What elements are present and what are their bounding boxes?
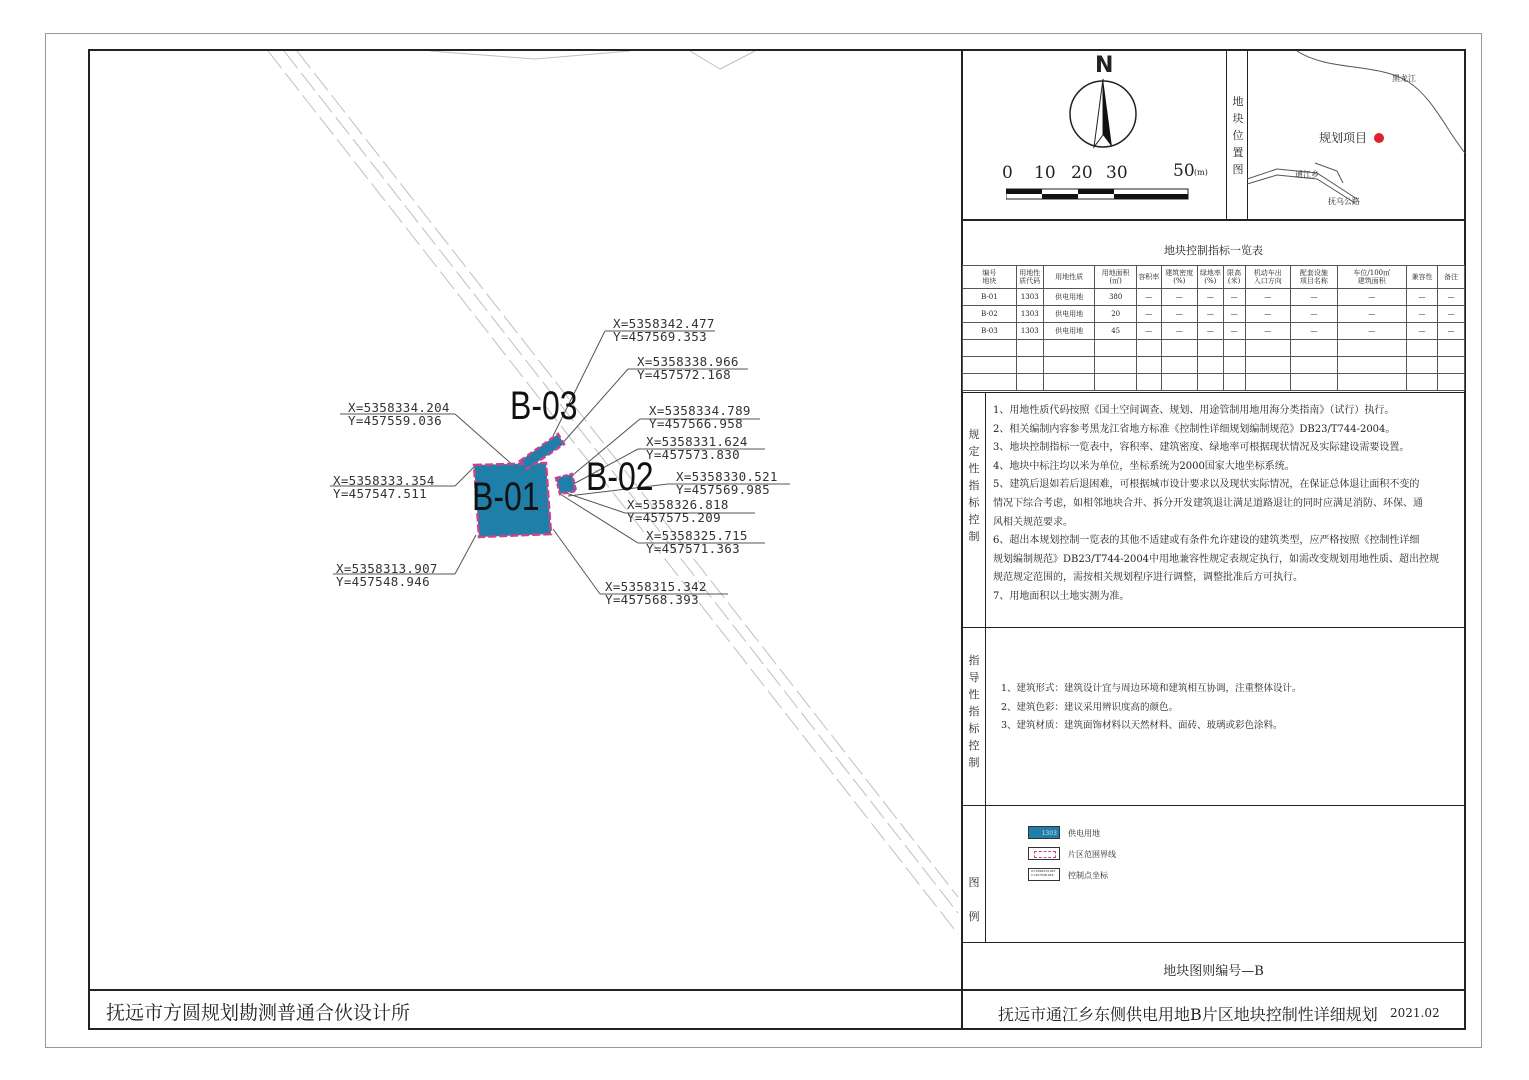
table-cell: — (1223, 289, 1245, 306)
table-cell (1095, 374, 1136, 391)
parcel-map (90, 51, 960, 989)
table-header-cell: 建筑密度 (%) (1161, 266, 1197, 289)
legend-label-land: 供电用地 (1068, 829, 1100, 838)
legend-swatch-land: 1303 (1028, 826, 1060, 839)
parcel-label-b02: B-02 (586, 455, 654, 499)
table-cell: — (1197, 323, 1223, 340)
table-cell (1245, 340, 1291, 357)
table-header-cell: 容积率 (1136, 266, 1161, 289)
table-cell (1337, 374, 1406, 391)
company-name: 抚远市方圆规划勘测普通合伙设计所 (106, 1002, 411, 1024)
table-cell (1406, 357, 1437, 374)
scale-label: 20 (1071, 163, 1093, 183)
guidance-label: 指 导 性 指 标 控 制 (968, 654, 980, 769)
table-header-cell: 兼容性 (1406, 266, 1437, 289)
table-cell (1406, 340, 1437, 357)
coord-label: X=5358315.342 Y=457568.393 (605, 579, 707, 607)
coord-label: X=5358326.818 Y=457575.209 (627, 497, 729, 525)
location-river: 黑龙江 (1392, 74, 1416, 83)
table-cell (1161, 357, 1197, 374)
table-cell (1337, 357, 1406, 374)
coord-label: X=5358333.354 Y=457547.511 (333, 473, 435, 501)
table-cell (1223, 357, 1245, 374)
table-cell: — (1161, 323, 1197, 340)
table-cell: — (1245, 306, 1291, 323)
table-header-cell: 限高 (米) (1223, 266, 1245, 289)
index-table (962, 265, 1465, 391)
table-cell: — (1161, 289, 1197, 306)
table-cell: 1303 (1016, 323, 1043, 340)
table-cell (1245, 357, 1291, 374)
table-cell (1197, 357, 1223, 374)
footer-col-divider (961, 989, 963, 1029)
table-cell: 380 (1095, 289, 1136, 306)
table-cell: — (1223, 323, 1245, 340)
table-cell (1095, 340, 1136, 357)
panel-row-divider (962, 219, 1465, 221)
table-header-cell: 绿地率 (%) (1197, 266, 1223, 289)
table-header-cell: 编号 地块 (963, 266, 1017, 289)
table-cell (1161, 374, 1197, 391)
location-map-title: 地 块 位 置 图 (1232, 95, 1244, 176)
table-cell: — (1161, 306, 1197, 323)
table-cell: — (1291, 289, 1338, 306)
table-header-cell: 机动车出 入口方向 (1245, 266, 1291, 289)
table-row-empty (963, 374, 1465, 391)
table-cell (1043, 357, 1095, 374)
table-row-empty (963, 357, 1465, 374)
table-cell: — (1245, 289, 1291, 306)
table-cell: 1303 (1016, 306, 1043, 323)
regulatory-notes: 1、用地性质代码按照《国土空间调查、规划、用途管制用地用海分类指南》（试行）执行。 2、相关编制内容参考黑龙江省地方标准《控制性详细规划编制规范》DB23/T744-2004。 3、地块控制指标一览表中，容积率、建筑密度、绿地率可根据现状情况及实际建设需要设置。 4、地块中标注均以米为单位，坐标系统为2000国家大地坐标系统。 5、建筑后退如若后退困难，可根据城市设计要求以及现状实际情况，在保证总体退让面积不变的 情况下综合考虑，如相邻地块合并、拆分开发建筑退让满足道路退让的同时应满足消防、环保、通 风相关规范要求。 6、超出本规划控制一览表的其他不适建或有条件允许建设的建筑类型，应严格按照《控制性详细 规划编制规范》DB23/T744-2004中用地兼容性规定表规定执行，如需改变规划用地性质、超出控规 规范规定范围的，需按相关规划程序进行调整，调整批准后方可执行。 7、用地面积以土地实测为准。 (993, 405, 1440, 602)
table-cell: — (1197, 306, 1223, 323)
table-cell (1136, 357, 1161, 374)
table-cell (1197, 340, 1223, 357)
coord-label: X=5358334.789 Y=457566.958 (649, 403, 751, 431)
table-cell (1016, 357, 1043, 374)
table-cell: — (1291, 323, 1338, 340)
table-header-cell: 用地面积 (㎡) (1095, 266, 1136, 289)
panel-row-divider (962, 805, 1465, 806)
legend-label-coord: 控制点坐标 (1068, 871, 1108, 880)
table-header-cell: 车位/100㎡ 建筑面积 (1337, 266, 1406, 289)
table-cell: — (1406, 289, 1437, 306)
panel-row-divider (962, 392, 1465, 393)
table-cell: — (1438, 323, 1465, 340)
sheet-id: 地块图则编号—B (1163, 964, 1264, 979)
scale-label: 30 (1106, 163, 1128, 183)
regulatory-label: 规 定 性 指 标 控 制 (968, 428, 980, 543)
coord-label: X=5358313.907 Y=457548.946 (336, 561, 438, 589)
table-cell (1016, 340, 1043, 357)
table-cell: — (1406, 306, 1437, 323)
panel-row-divider (962, 627, 1465, 628)
table-cell: 供电用地 (1043, 306, 1095, 323)
table-cell (1223, 374, 1245, 391)
table-cell (1161, 340, 1197, 357)
parcel-b02-shape (556, 474, 576, 494)
table-cell (1438, 357, 1465, 374)
plan-title: 抚远市通江乡东侧供电用地B片区地块控制性详细规划 (998, 1005, 1378, 1024)
table-header-cell: 用地性 质代码 (1016, 266, 1043, 289)
table-cell (1291, 374, 1338, 391)
coord-label: X=5358342.477 Y=457569.353 (613, 316, 715, 344)
table-cell: 供电用地 (1043, 289, 1095, 306)
table-cell (963, 357, 1017, 374)
project-marker-icon (1374, 133, 1384, 143)
north-arrow-icon (1066, 77, 1140, 151)
table-cell: — (1223, 306, 1245, 323)
panel-row-divider (962, 942, 1465, 943)
scale-label: 10 (1034, 163, 1056, 183)
table-cell: — (1136, 323, 1161, 340)
table-cell (1016, 374, 1043, 391)
table-cell: — (1337, 323, 1406, 340)
scale-unit: (m) (1194, 168, 1208, 177)
footer-divider (89, 989, 1465, 991)
table-cell: — (1337, 306, 1406, 323)
table-cell (1291, 357, 1338, 374)
table-cell: B-01 (963, 289, 1017, 306)
coord-label: X=5358338.966 Y=457572.168 (637, 354, 739, 382)
table-row-empty (963, 340, 1465, 357)
scale-label: 0 (1002, 163, 1013, 183)
legend-swatch-boundary (1028, 847, 1060, 860)
table-cell (1438, 374, 1465, 391)
table-cell: 供电用地 (1043, 323, 1095, 340)
table-header-cell: 配套设施 项目名称 (1291, 266, 1338, 289)
table-header-cell: 用地性质 (1043, 266, 1095, 289)
table-cell (963, 340, 1017, 357)
table-cell (1136, 340, 1161, 357)
table-row (963, 289, 1465, 306)
table-cell: B-02 (963, 306, 1017, 323)
legend-label-boundary: 片区范围界线 (1068, 850, 1116, 859)
legend-swatch-coord: X=5358313.907 Y=457548.946 (1028, 868, 1060, 881)
compass-scale (962, 51, 1226, 219)
table-cell: — (1337, 289, 1406, 306)
table-cell: — (1136, 306, 1161, 323)
location-project: 规划项目 (1319, 131, 1368, 145)
table-cell: — (1136, 289, 1161, 306)
table-cell: 20 (1095, 306, 1136, 323)
table-cell: — (1438, 289, 1465, 306)
scale-label: 50 (1173, 161, 1195, 181)
legend-label: 图 例 (968, 876, 980, 923)
table-cell (1043, 340, 1095, 357)
table-cell (1438, 340, 1465, 357)
table-cell: — (1197, 289, 1223, 306)
index-table-title: 地块控制指标一览表 (1164, 244, 1263, 257)
location-map (1227, 51, 1465, 219)
parcel-label-b01: B-01 (472, 475, 540, 519)
table-header-row (963, 266, 1465, 289)
table-cell (1043, 374, 1095, 391)
location-road: 抚乌公路 (1328, 197, 1360, 206)
table-cell (1095, 357, 1136, 374)
coord-label: X=5358330.521 Y=457569.985 (676, 469, 778, 497)
index-table-wrap (962, 265, 1465, 391)
location-town: 通江乡 (1295, 170, 1319, 179)
table-cell: 45 (1095, 323, 1136, 340)
table-cell: — (1291, 306, 1338, 323)
table-cell (963, 374, 1017, 391)
north-label: N (1095, 53, 1114, 78)
panel-label-divider (985, 392, 986, 942)
table-cell: B-03 (963, 323, 1017, 340)
table-cell: 1303 (1016, 289, 1043, 306)
plan-date: 2021.02 (1390, 1006, 1440, 1020)
table-cell (1337, 340, 1406, 357)
table-cell: — (1438, 306, 1465, 323)
map-svg (90, 51, 960, 989)
guidance-notes: 1、建筑形式：建筑设计宜与周边环境和建筑相互协调，注重整体设计。 2、建筑色彩：建议采用辨识度高的颜色。 3、建筑材质：建筑面饰材料以天然材料、面砖、玻璃或彩色涂料。 (1001, 683, 1302, 732)
table-cell (1197, 374, 1223, 391)
scale-bar (1006, 187, 1190, 203)
table-cell (1136, 374, 1161, 391)
table-header-cell: 备注 (1438, 266, 1465, 289)
table-row (963, 323, 1465, 340)
table-cell: — (1245, 323, 1291, 340)
table-cell (1406, 374, 1437, 391)
table-cell (1245, 374, 1291, 391)
table-row (963, 306, 1465, 323)
coord-label: X=5358331.624 Y=457573.830 (646, 434, 748, 462)
table-cell (1291, 340, 1338, 357)
table-cell: — (1406, 323, 1437, 340)
table-cell (1223, 340, 1245, 357)
coord-label: X=5358325.715 Y=457571.363 (646, 528, 748, 556)
parcel-label-b03: B-03 (510, 384, 578, 428)
coord-label: X=5358334.204 Y=457559.036 (348, 400, 450, 428)
